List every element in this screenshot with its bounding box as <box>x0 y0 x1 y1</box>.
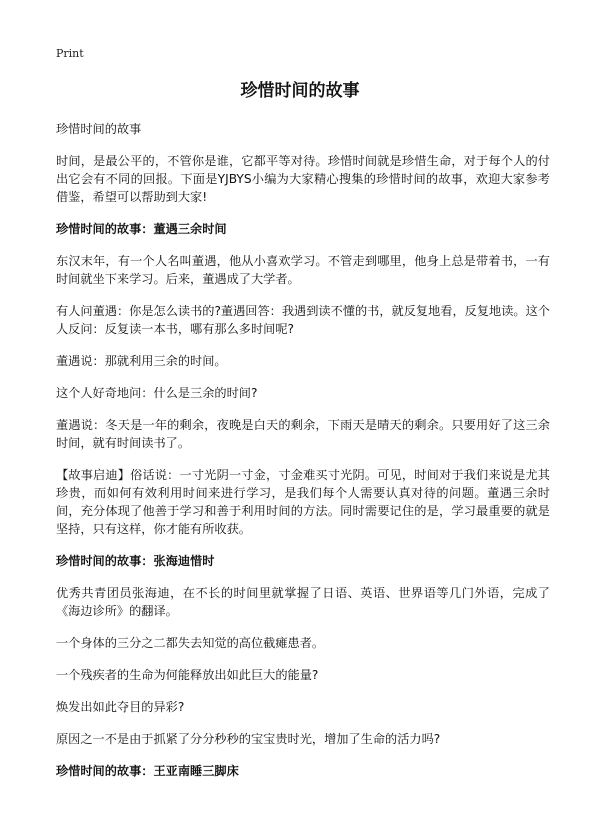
intro-paragraph: 时间，是最公平的，不管你是谁，它都平等对待。珍惜时间就是珍惜生命，对于每个人的付出它会有不同的回报。下面是YJBYS小编为大家精心搜集的珍惜时间的故事，欢迎大家参考借鉴，希望可以帮助到大家! <box>56 154 550 204</box>
paragraph: 一个身体的三分之二都失去知觉的高位截瘫患者。 <box>56 636 325 650</box>
paragraph: 有人问董遇：你是怎么读书的?董遇回答：我遇到读不懂的书，就反复地看，反复地读。这个人反问：反复读一本书，哪有那么多时间呢? <box>56 304 550 336</box>
section-heading: 珍惜时间的故事：董遇三余时间 <box>56 222 227 236</box>
intro-label: 珍惜时间的故事 <box>56 122 142 136</box>
paragraph: 东汉末年，有一个人名叫董遇，他从小喜欢学习。不管走到哪里，他身上总是带着书，一有时间就坐下来学习。后来，董遇成了大学者。 <box>56 254 550 286</box>
paragraph: 焕发出如此夺目的异彩? <box>56 700 185 714</box>
paragraph: 一个残疾者的生命为何能释放出如此巨大的能量? <box>56 668 319 682</box>
section-heading: 珍惜时间的故事：张海迪惜时 <box>56 554 215 568</box>
paragraph: 董遇说：冬天是一年的剩余，夜晚是白天的剩余，下雨天是晴天的剩余。只要用好了这三余时间，就有时间读书了。 <box>56 418 550 450</box>
paragraph: 【故事启迪】俗话说：一寸光阴一寸金，寸金难买寸光阴。可见，时间对于我们来说是尤其珍贵，而如何有效利用时间来进行学习，是我们每个人需要认真对待的问题。董遇三余时间，充分体现了他善于学习和善于利用时间的方法。同时需要记住的是，学习最重要的就是坚持，只有这样，你才能有所收获。 <box>56 468 550 536</box>
paragraph: 优秀共青团员张海迪，在不长的时间里就掌握了日语、英语、世界语等几门外语，完成了《海边诊所》的翻译。 <box>56 586 550 618</box>
article-body <box>56 120 550 794</box>
paragraph: 董遇说：那就利用三余的时间。 <box>56 354 227 368</box>
section-heading: 珍惜时间的故事：王亚南睡三脚床 <box>56 764 239 778</box>
print-link[interactable]: Print <box>56 47 84 60</box>
paragraph: 原因之一不是由于抓紧了分分秒秒的宝宝贵时光，增加了生命的活力吗? <box>56 732 441 746</box>
page-title: 珍惜时间的故事 <box>240 81 360 101</box>
paragraph: 这个人好奇地问：什么是三余的时间? <box>56 386 258 400</box>
